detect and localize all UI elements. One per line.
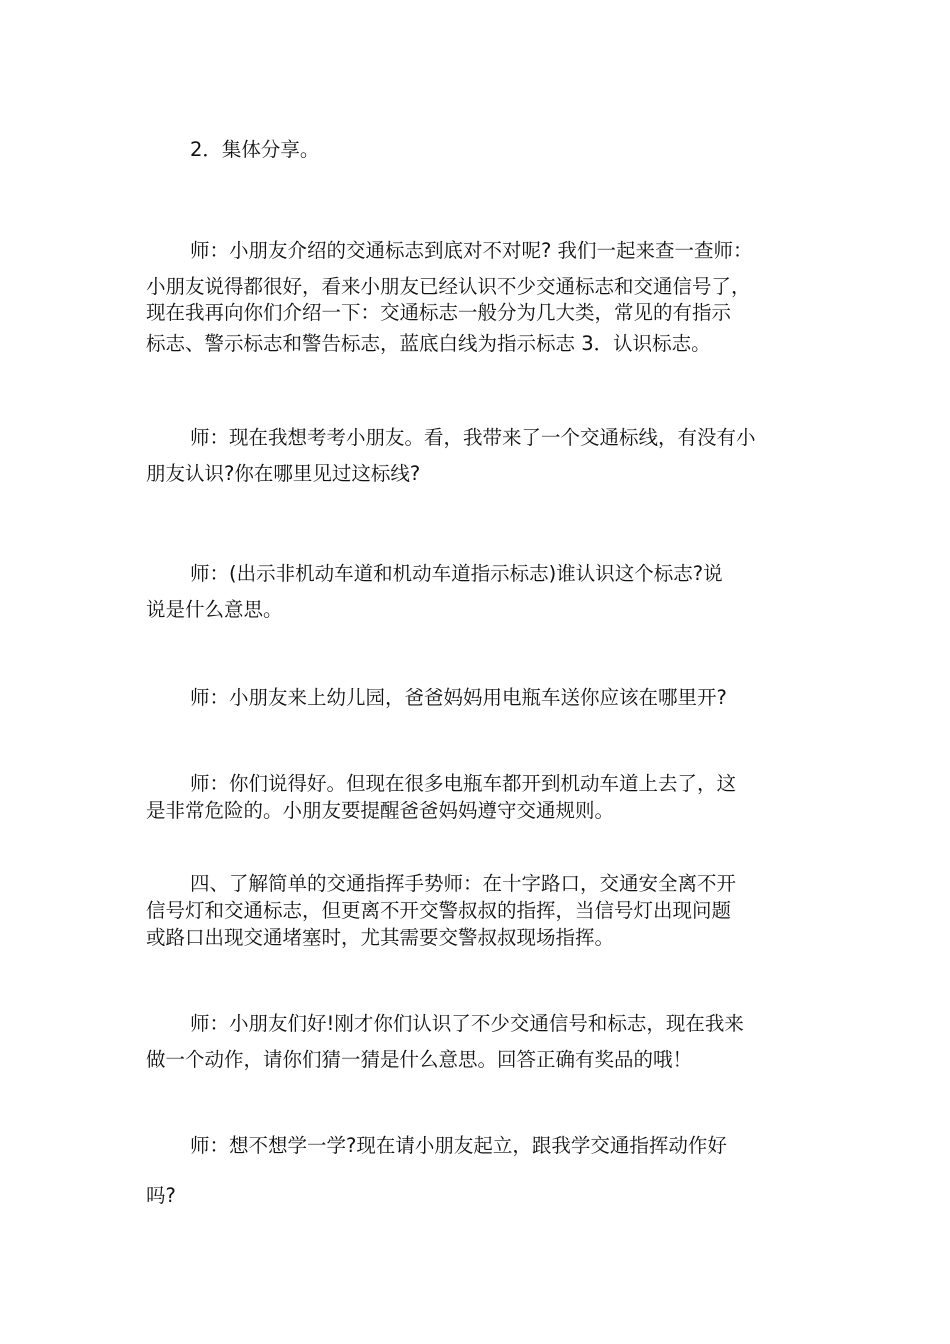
paragraph-line: 小朋友说得都很好，看来小朋友已经认识不少交通标志和交通信号了， — [146, 275, 751, 298]
paragraph-line: 或路口出现交通堵塞时，尤其需要交警叔叔现场指挥。 — [146, 926, 615, 949]
paragraph-line: 师：现在我想考考小朋友。看，我带来了一个交通标线，有没有小 — [190, 426, 756, 449]
paragraph-line: 师：想不想学一学?现在请小朋友起立，跟我学交通指挥动作好 — [190, 1134, 727, 1157]
paragraph-4 — [146, 556, 812, 628]
paragraph-line: 师：小朋友来上幼儿园，爸爸妈妈用电瓶车送你应该在哪里开? — [190, 686, 727, 709]
paragraph-line: 标志、警示标志和警告标志，蓝底白线为指示标志 3．认识标志。 — [146, 332, 711, 355]
paragraph-line: 说是什么意思。 — [146, 598, 283, 621]
paragraph-9 — [146, 1128, 812, 1214]
paragraph-3 — [146, 420, 812, 492]
paragraph-line: 吗? — [146, 1184, 176, 1207]
paragraph-line: 是非常危险的。小朋友要提醒爸爸妈妈遵守交通规则。 — [146, 799, 615, 822]
paragraph-line: 现在我再向你们介绍一下：交通标志一般分为几大类，常见的有指示 — [146, 301, 732, 324]
paragraph-line: 师：你们说得好。但现在很多电瓶车都开到机动车道上去了，这 — [190, 772, 737, 795]
paragraph-1 — [146, 136, 812, 163]
paragraph-6 — [146, 770, 812, 824]
paragraph-line: 师：小朋友们好!刚才你们认识了不少交通信号和标志，现在我来 — [190, 1012, 744, 1035]
paragraph-line: 朋友认识?你在哪里见过这标线? — [146, 462, 421, 485]
paragraph-8 — [146, 1006, 812, 1078]
paragraph-line: 四、了解简单的交通指挥手势师：在十字路口，交通安全离不开 — [190, 872, 737, 895]
paragraph-5 — [146, 684, 812, 711]
paragraph-line: 信号灯和交通标志，但更离不开交警叔叔的指挥，当信号灯出现问题 — [146, 899, 732, 922]
paragraph-line: 做一个动作，请你们猜一猜是什么意思。回答正确有奖品的哦！ — [146, 1048, 693, 1071]
paragraph-line: 师：(出示非机动车道和机动车道指示标志)谁认识这个标志?说 — [190, 562, 723, 585]
paragraph-line: 师：小朋友介绍的交通标志到底对不对呢? 我们一起来查一查师： — [190, 239, 753, 262]
paragraph-7 — [146, 870, 812, 951]
paragraph-line: 2．集体分享。 — [190, 138, 320, 161]
paragraph-2 — [146, 233, 812, 362]
